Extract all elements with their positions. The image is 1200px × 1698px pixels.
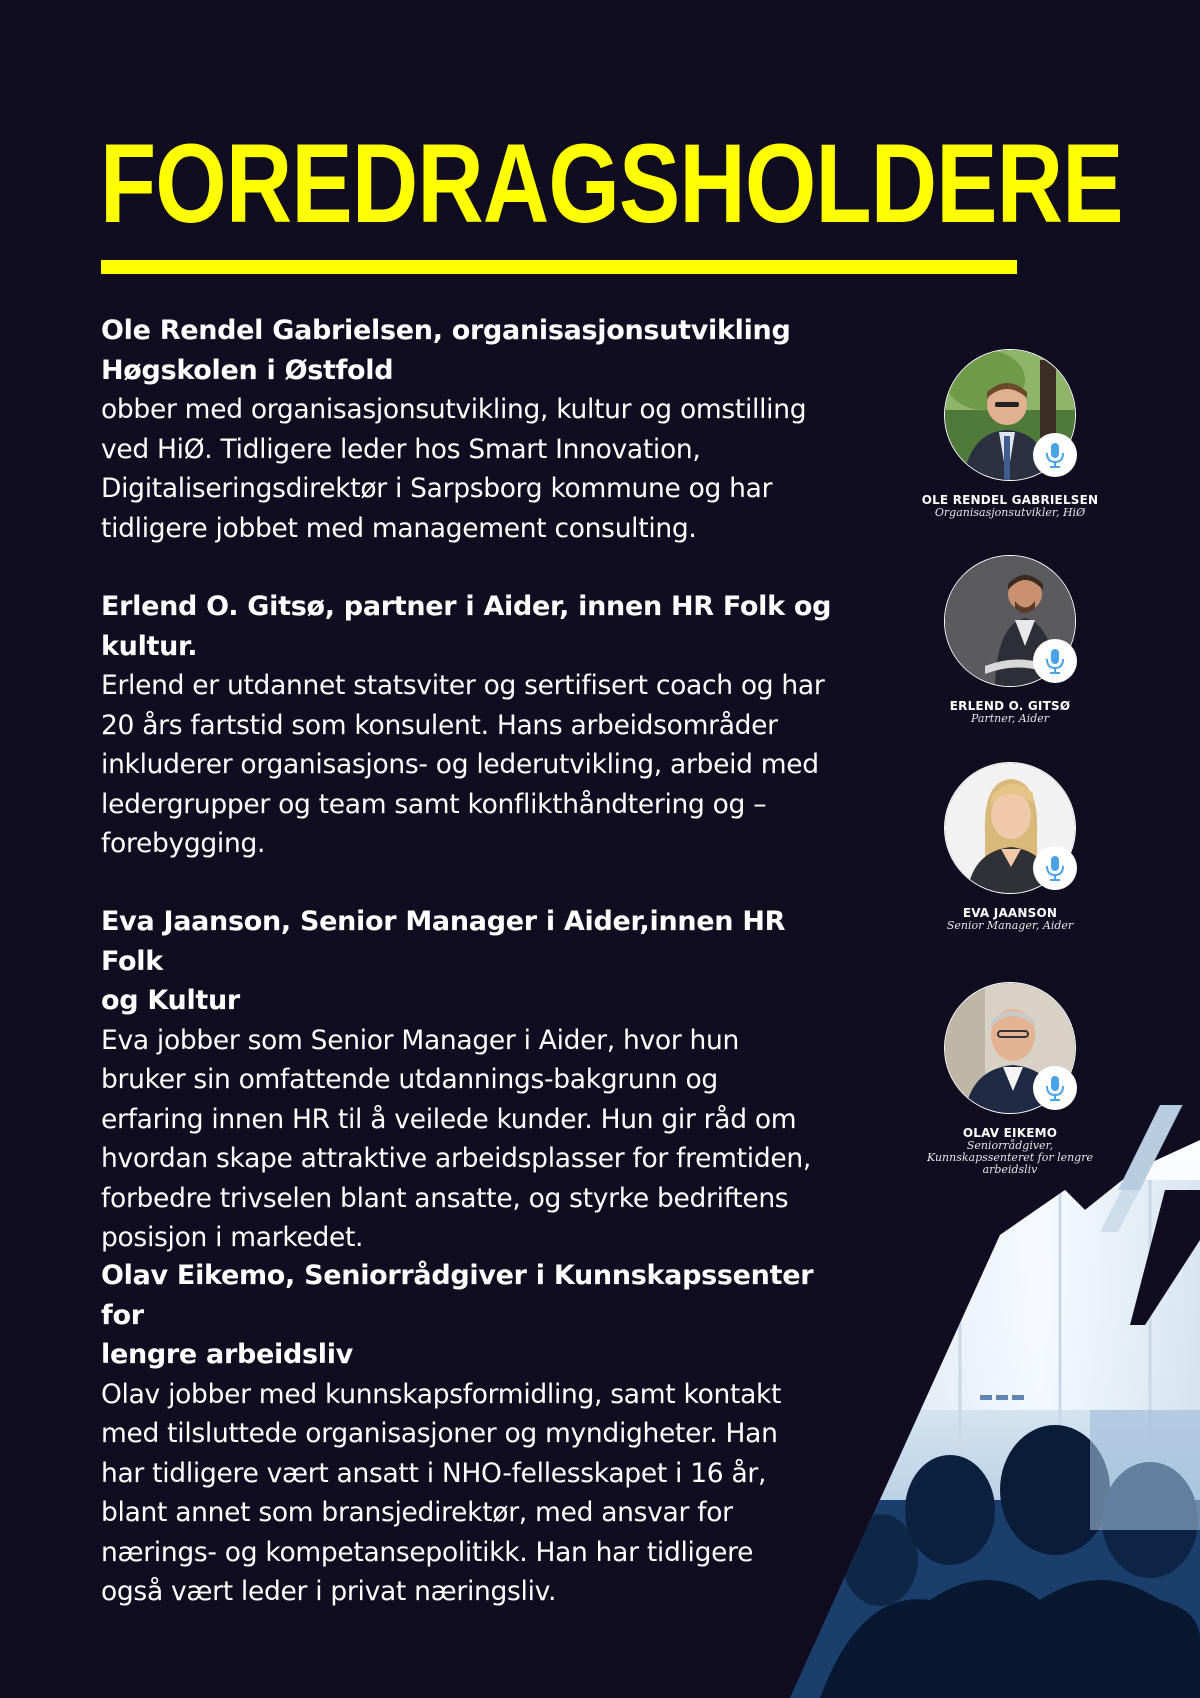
avatar-wrapper — [944, 762, 1076, 894]
bio-line: ved HiØ. Tidligere leder hos Smart Innovation, — [101, 433, 701, 465]
card-name: OLAV EIKEMO — [962, 1126, 1058, 1140]
bio-line: erfaring innen HR til å veilede kunder. Hun gir råd om — [101, 1103, 797, 1135]
bio-line: Eva jobber som Senior Manager i Aider, hvor hun — [101, 1024, 740, 1056]
speaker-heading-line: lengre arbeidsliv — [101, 1339, 353, 1370]
bio-line: Olav jobber med kunnskapsformidling, samt kontakt — [101, 1378, 782, 1410]
bio-line: hvordan skape attraktive arbeidsplasser for fremtiden, — [101, 1143, 811, 1174]
bio-line: Digitaliseringsdirektør i Sarpsborg kommune og har — [101, 473, 773, 504]
speaker-heading-line: Ole Rendel Gabrielsen, organisasjonsutvikling — [101, 315, 791, 346]
card-role: Partner, Aider — [970, 712, 1050, 725]
speaker-bio — [101, 1021, 841, 1258]
card-role: Organisasjonsutvikler, HiØ — [934, 506, 1086, 519]
bio-line: forebygging. — [101, 828, 266, 859]
speaker-heading-line: Høgskolen i Østfold — [101, 354, 394, 386]
bio-line: inkluderer organisasjons- og lederutvikling, arbeid med — [101, 749, 819, 780]
bio-line: bruker sin omfattende utdannings-bakgrunn og — [101, 1064, 718, 1095]
bio-line: obber med organisasjonsutvikling, kultur og omstilling — [101, 394, 807, 425]
avatar-wrapper — [944, 349, 1076, 481]
speaker-heading — [101, 1256, 841, 1375]
avatar-wrapper — [944, 982, 1076, 1114]
speaker-heading — [101, 587, 841, 666]
mic-badge — [1033, 1066, 1077, 1110]
bio-line: forbedre trivselen blant ansatte, og styrke bedriftens — [101, 1182, 789, 1214]
bio-line: tidligere jobbet med management consulting. — [101, 512, 697, 544]
mic-badge — [1033, 846, 1077, 890]
speaker-card — [905, 762, 1115, 932]
bio-line: blant annet som bransjedirektør, med ansvar for — [101, 1497, 733, 1528]
bio-line: ledergrupper og team samt konflikthåndtering og – — [101, 788, 767, 820]
speaker-section — [101, 587, 841, 864]
bio-line: nærings- og kompetansepolitikk. Han har tidligere — [101, 1536, 754, 1568]
bio-line: Erlend er utdannet statsviter og sertifisert coach og har — [101, 670, 825, 701]
speaker-bio — [101, 1375, 841, 1612]
speaker-section — [101, 902, 841, 1258]
bio-line: også vært leder i privat næringsliv. — [101, 1576, 557, 1607]
bio-line: har tidligere vært ansatt i NHO-fellesskapet i 16 år, — [101, 1457, 767, 1489]
speaker-card — [905, 555, 1115, 725]
speaker-section — [101, 311, 841, 548]
speaker-heading-line: Olav Eikemo, Seniorrådgiver i Kunnskapssenter for — [101, 1260, 814, 1331]
card-role: Senior Manager, Aider — [946, 919, 1074, 932]
card-name: OLE RENDEL GABRIELSEN — [921, 493, 1099, 507]
card-name: EVA JAANSON — [962, 906, 1058, 920]
speaker-heading-line: Erlend O. Gitsø, partner i Aider, innen HR Folk og — [101, 591, 832, 622]
speaker-bio — [101, 390, 841, 548]
mic-badge — [1033, 433, 1077, 477]
microphone-icon — [1044, 1075, 1066, 1101]
speaker-heading-line: Eva Jaanson, Senior Manager i Aider,innen HR Folk — [101, 906, 786, 977]
speaker-card — [905, 982, 1115, 1176]
bio-line: 20 års fartstid som konsulent. Hans arbeidsområder — [101, 709, 778, 741]
mic-badge — [1033, 639, 1077, 683]
card-role: Seniorrådgiver, — [966, 1139, 1054, 1152]
speaker-card — [905, 349, 1115, 519]
card-name: ERLEND O. GITSØ — [949, 699, 1071, 713]
speaker-section — [101, 1256, 841, 1612]
speaker-heading-line: og Kultur — [101, 985, 240, 1016]
avatar-wrapper — [944, 555, 1076, 687]
title-underline — [101, 260, 1017, 274]
speaker-heading — [101, 311, 841, 390]
microphone-icon — [1044, 442, 1066, 468]
bio-line: posisjon i markedet. — [101, 1222, 364, 1253]
speaker-heading — [101, 902, 841, 1021]
bio-line: med tilsluttede organisasjoner og myndigheter. Han — [101, 1418, 778, 1449]
microphone-icon — [1044, 648, 1066, 674]
card-role: arbeidsliv — [982, 1163, 1038, 1176]
page-title: FOREDRAGSHOLDERE — [100, 121, 1123, 246]
speaker-heading-line: kultur. — [101, 630, 198, 662]
microphone-icon — [1044, 855, 1066, 881]
speaker-bio — [101, 666, 841, 864]
card-role: Kunnskapssenteret for lengre — [926, 1151, 1093, 1164]
